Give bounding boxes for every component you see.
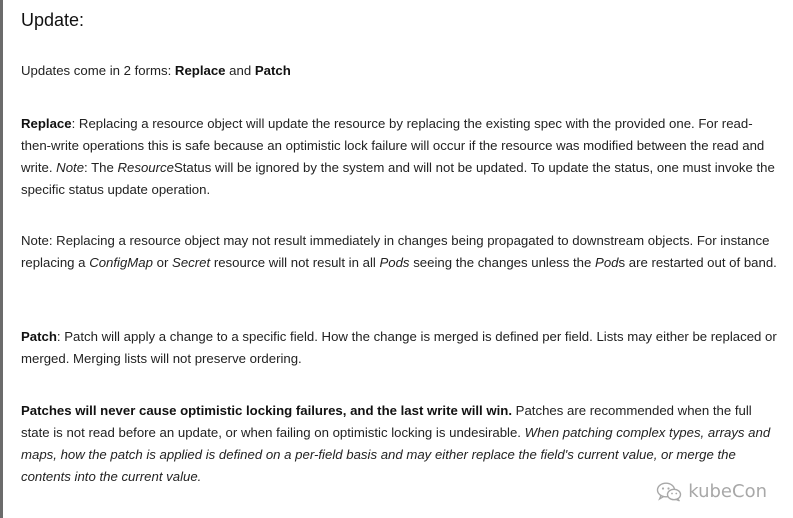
watermark: [656, 481, 767, 502]
replace-note-italic: Note: [56, 160, 85, 175]
patches-text-1: Patches are recommended when the full state is not read before an update, or when failing on optimistic locking is undesirable.: [21, 403, 752, 440]
patch-text-1: : Patch will apply a change to a specific field. How the change is merged is defined per field. Lists may either be replaced or merged. Merging lists will not preserve ordering.: [21, 329, 777, 366]
patches-paragraph: [21, 400, 778, 488]
section-heading: Update:: [21, 10, 85, 30]
note-text-3: resource will not result in all: [210, 255, 380, 270]
patch-term: Patch: [21, 329, 57, 344]
replace-resource-italic: Resource: [117, 160, 174, 175]
patch-paragraph: [21, 326, 778, 370]
note-secret-italic: Secret: [172, 255, 211, 270]
replace-text-1: : Replacing a resource object will update the resource by replacing the existing spec with the provided one. For read-then-write operations this is safe because an optimistic lock failure will occur if the resource was modified between the read and write.: [21, 116, 765, 175]
note-pod-italic: Pod: [595, 255, 619, 270]
intro-patch-bold: Patch: [254, 63, 291, 78]
note-text-5: s are restarted out of band.: [618, 255, 777, 270]
replace-term: Replace: [21, 116, 72, 131]
watermark-text: kubeCon: [688, 481, 767, 502]
intro-text-1: Updates come in 2 forms:: [21, 63, 175, 78]
note-configmap-italic: ConfigMap: [89, 255, 153, 270]
intro-replace-bold: Replace: [174, 63, 226, 78]
patches-italic-statement: When patching complex types, arrays and maps, how the patch is applied is defined on a per-field basis and may either replace the field's current value, or merge the contents into the current value.: [21, 425, 771, 484]
intro-paragraph: [21, 60, 778, 82]
note-pods-italic: Pods: [379, 255, 410, 270]
wechat-icon: [656, 482, 682, 502]
replace-text-2: : The: [84, 160, 118, 175]
note-text-2: or: [152, 255, 173, 270]
intro-text-2: and: [225, 63, 255, 78]
note-text-1: Note: Replacing a resource object may not result immediately in changes being propagated to downstream objects. For instance replacing a: [21, 233, 770, 270]
note-paragraph: [21, 230, 778, 274]
patches-bold-statement: Patches will never cause optimistic locking failures, and the last write will win.: [21, 403, 513, 418]
note-text-4: seeing the changes unless the: [409, 255, 596, 270]
replace-paragraph: [21, 113, 778, 201]
replace-text-3: Status will be ignored by the system and will not be updated. To update the status, one must invoke the specific status update operation.: [21, 160, 775, 197]
